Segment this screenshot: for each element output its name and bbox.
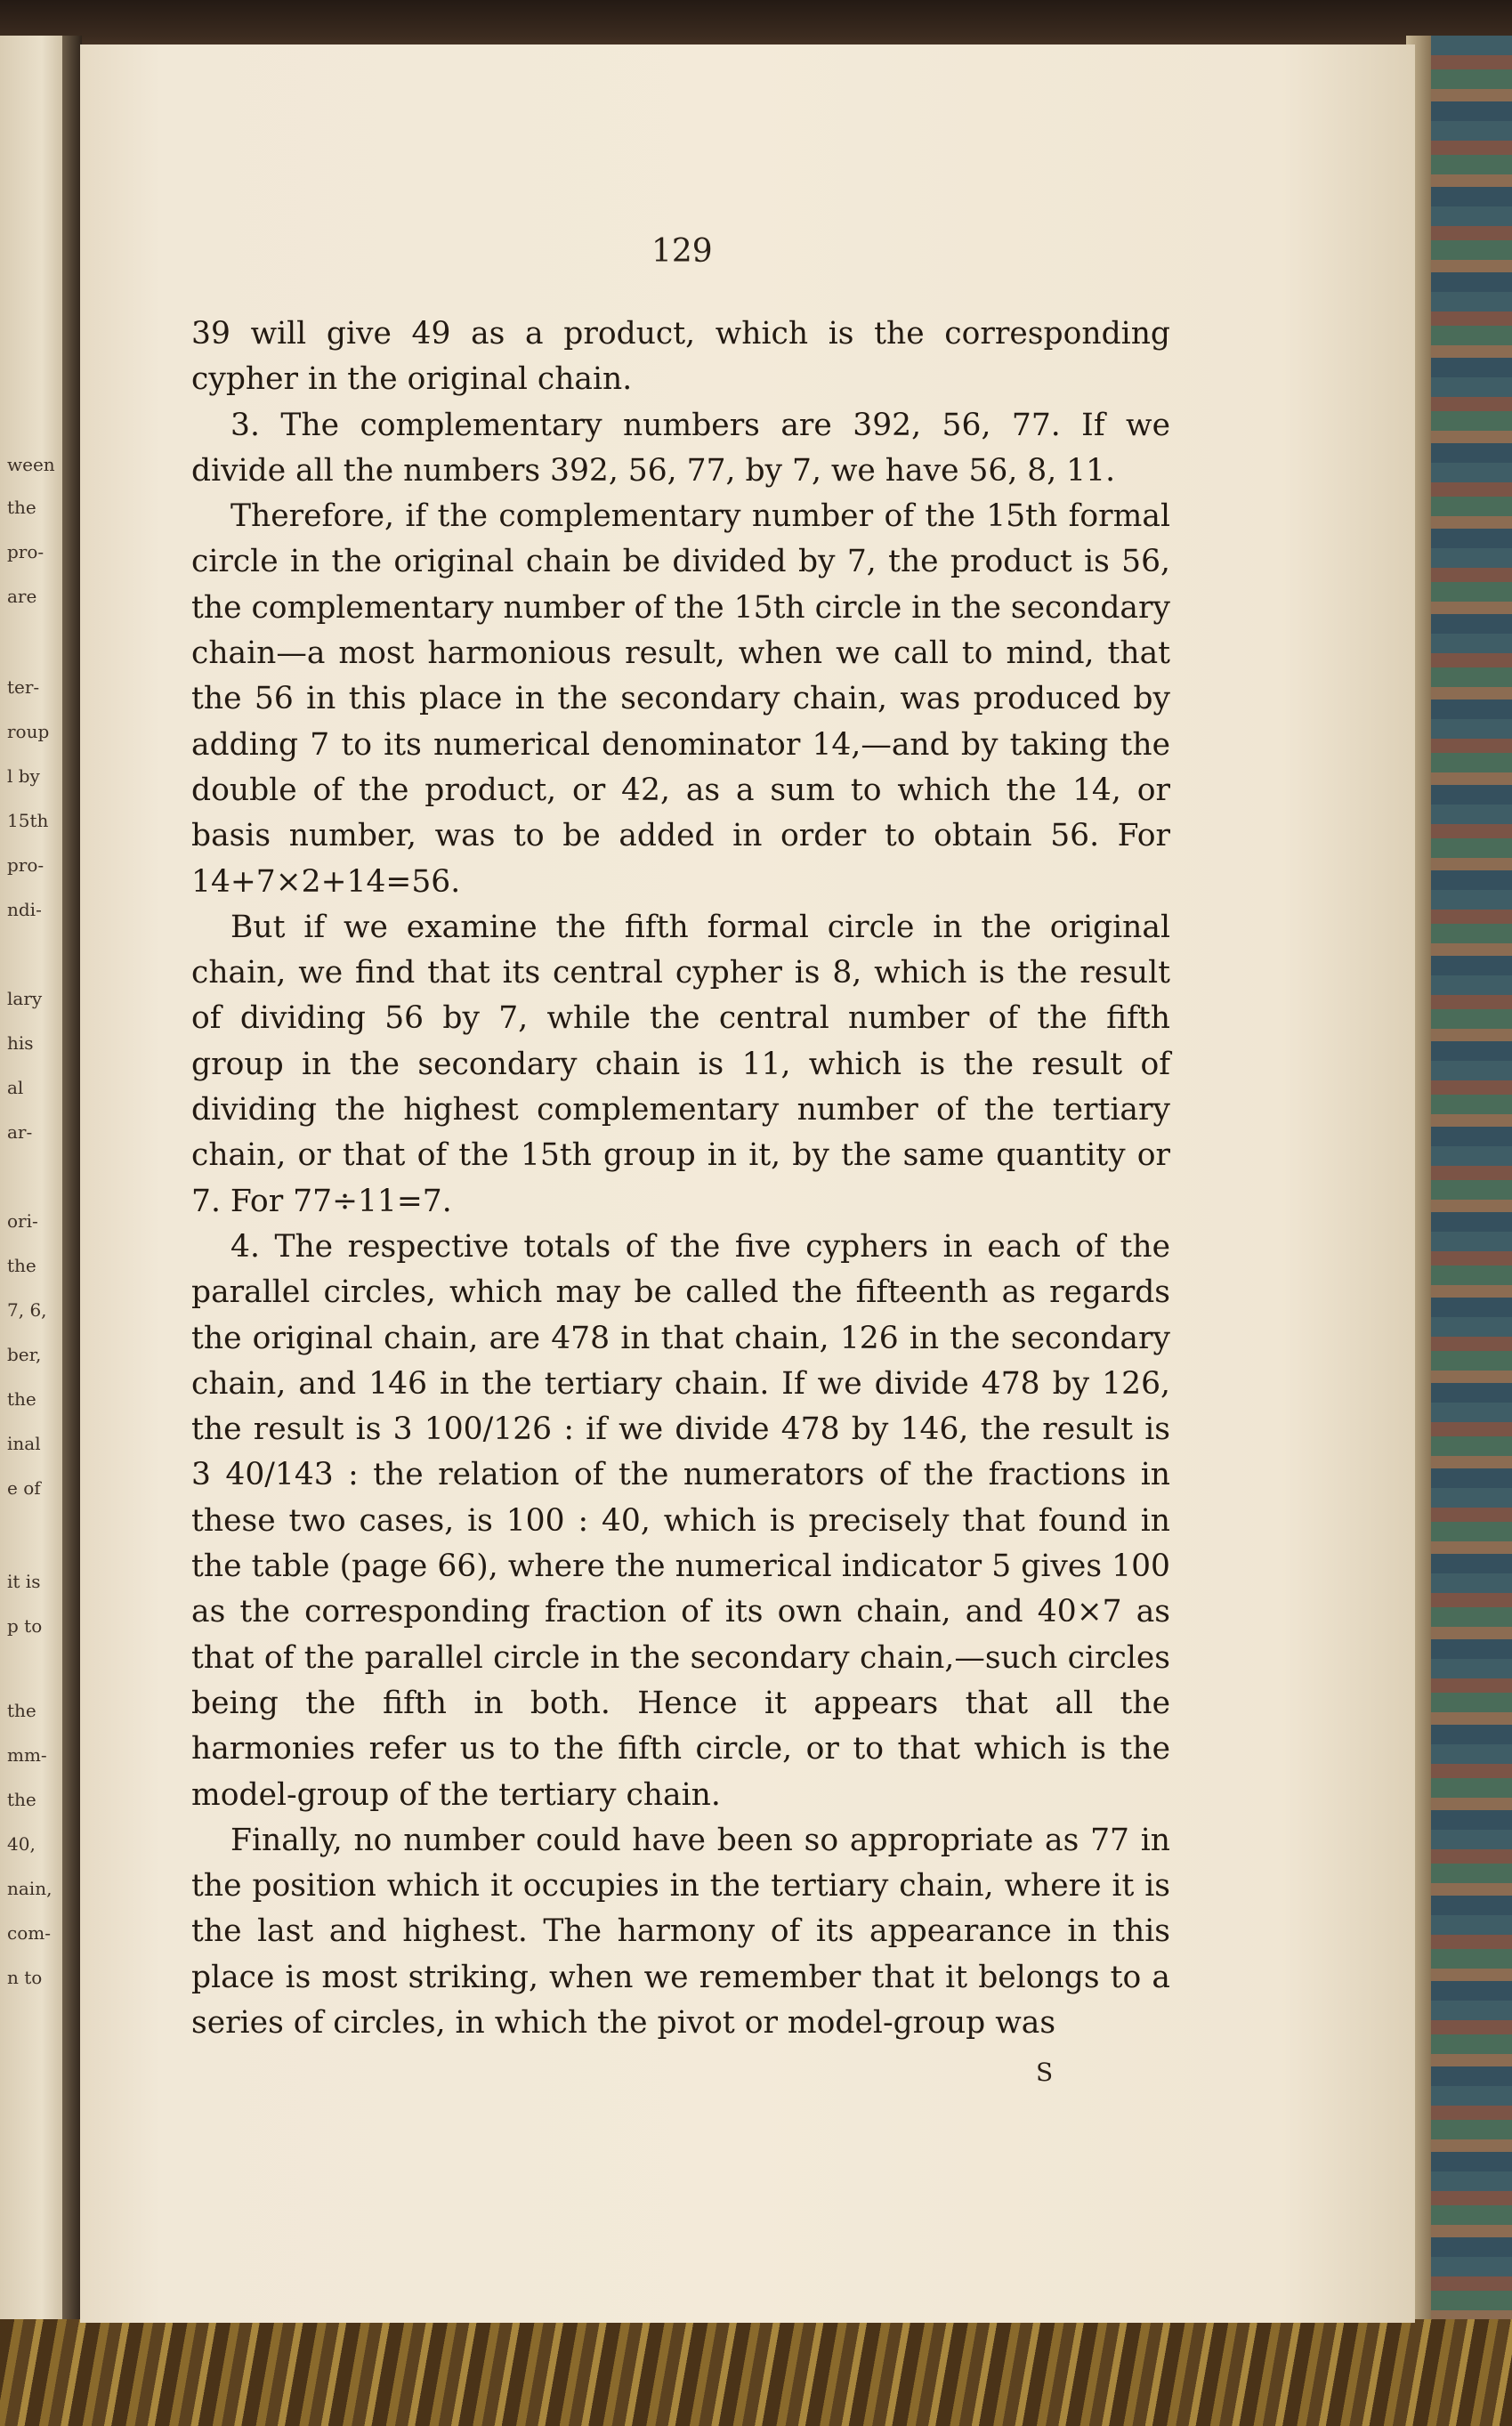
margin-fragment: n to <box>7 1967 43 1988</box>
margin-fragment: the <box>7 1255 36 1276</box>
margin-fragment: the <box>7 497 36 518</box>
gilt-bottom-edge <box>0 2319 1512 2426</box>
margin-fragment: are <box>7 586 37 607</box>
margin-fragment: it is <box>7 1571 41 1592</box>
paragraph: Finally, no number could have been so appropriate as 77 in the position which it occupies in the tertiary chain, where it is the last and highest. The harmony of its appearance in this place is most striking, when we remember that it belongs to a series of circles, in which the pivot or model-group was <box>191 1822 1170 2041</box>
margin-fragment: the <box>7 1388 36 1410</box>
margin-fragment: nain, <box>7 1878 53 1899</box>
gutter-shadow <box>62 36 82 2349</box>
margin-fragment: 15th <box>7 810 49 831</box>
margin-fragment: ber, <box>7 1344 42 1365</box>
margin-fragment: mm- <box>7 1744 47 1766</box>
margin-fragment: inal <box>7 1433 41 1454</box>
margin-fragment: ndi- <box>7 899 42 920</box>
paragraph: 39 will give 49 as a product, which is the corresponding cypher in the original chain. <box>191 316 1170 398</box>
margin-fragment: ar- <box>7 1121 33 1143</box>
margin-fragment: ori- <box>7 1210 38 1232</box>
margin-fragment: 40, <box>7 1833 36 1855</box>
page-number: 129 <box>651 233 713 270</box>
margin-fragment: the <box>7 1789 36 1810</box>
margin-fragment: 7, 6, <box>7 1299 47 1321</box>
margin-fragment: e of <box>7 1477 41 1499</box>
margin-fragment: the <box>7 1700 36 1721</box>
margin-fragment: roup <box>7 721 50 742</box>
paragraph: 4. The respective totals of the five cyphers in each of the parallel circles, which may be called the fifteenth as regards the original chain, are 478 in that chain, 126 in the secondary chain, and 146 in the tertiary chain. If we divide 478 by 126, the result is 3 100/126 : if we divide 478 by 146, the result is 3 40/143 : the relation of the numerators of the fractions in these two cases, is 100 : 40, which is precisely that found in the table (page 66), where the numerical indicator 5 gives 100 as the corresponding fraction of its own chain, and 40×7 as that of the parallel circle in the secondary chain,—such circles being the fifth in both. Hence it appears that all the harmonies refer us to the fifth circle, or to that which is the model-group of the tertiary chain. <box>191 1228 1170 1813</box>
paragraph: 3. The complementary numbers are 392, 56, 77. If we divide all the numbers 392, 56, 77, by 7, we have 56, 8, 11. <box>191 407 1170 489</box>
margin-fragment: pro- <box>7 541 44 562</box>
margin-fragment: ween <box>7 454 55 475</box>
page-body <box>191 311 1170 2046</box>
margin-fragment: his <box>7 1032 34 1054</box>
margin-fragment: lary <box>7 988 43 1009</box>
signature-mark: S <box>1036 2058 1054 2087</box>
margin-fragment: ter- <box>7 676 40 698</box>
margin-fragment: p to <box>7 1615 43 1637</box>
paragraph: Therefore, if the complementary number of the 15th formal circle in the original chain be divided by 7, the product is 56, the complementary number of the 15th circle in the secondary chain—a most harmonious result, when we call to mind, that the 56 in this place in the secondary chain, was produced by adding 7 to its numerical denominator 14,—and by taking the double of the product, or 42, as a sum to which the 14, or basis number, was to be added in order to obtain 56. For 14+7×2+14=56. <box>191 498 1170 900</box>
paragraph: But if we examine the fifth formal circle in the original chain, we find that its central cypher is 8, which is the result of dividing 56 by 7, while the central number of the fifth group in the secondary chain is 11, which is the result of dividing the highest complementary number of the tertiary chain, or that of the 15th group in it, by the same quantity or 7. For 77÷11=7. <box>191 909 1170 1219</box>
margin-fragment: al <box>7 1077 24 1098</box>
previous-page-edge <box>0 36 69 2349</box>
margin-fragment: l by <box>7 765 40 787</box>
margin-fragment: com- <box>7 1922 51 1944</box>
margin-fragment: pro- <box>7 854 44 876</box>
